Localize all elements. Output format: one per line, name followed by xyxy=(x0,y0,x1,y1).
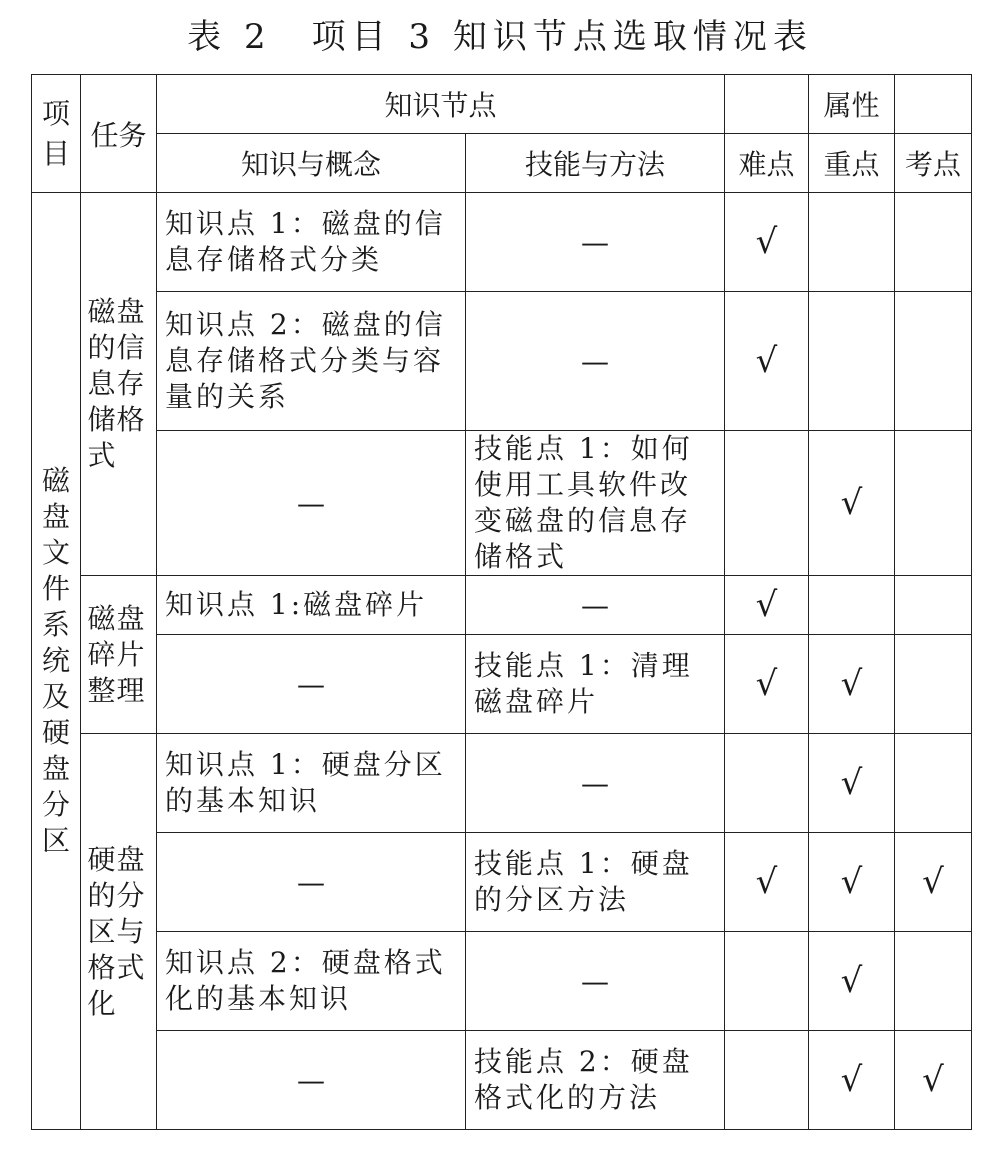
skill-cell: — xyxy=(466,932,725,1031)
concept-cell: 知识点 1：磁盘的信息存储格式分类 xyxy=(157,193,466,292)
skill-cell: 技能点 1：如何使用工具软件改变磁盘的信息存储格式 xyxy=(466,431,725,576)
header-empty-cell xyxy=(895,75,972,134)
concept-cell: — xyxy=(157,635,466,734)
key-cell xyxy=(809,292,895,431)
exam-cell xyxy=(895,431,972,576)
table-row xyxy=(32,292,972,431)
concept-cell: — xyxy=(157,833,466,932)
key-cell: √ xyxy=(809,431,895,576)
skill-cell: — xyxy=(466,576,725,635)
header-key: 重点 xyxy=(809,134,895,193)
header-attribute: 属性 xyxy=(809,75,895,134)
exam-cell xyxy=(895,292,972,431)
table-row xyxy=(32,431,972,576)
key-cell: √ xyxy=(809,635,895,734)
table-title: 表 2 项目 3 知识节点选取情况表 xyxy=(187,17,813,57)
header-concept: 知识与概念 xyxy=(157,134,466,193)
header-task: 任务 xyxy=(81,75,157,193)
table-row xyxy=(32,576,972,635)
exam-cell xyxy=(895,635,972,734)
concept-cell: 知识点 2：硬盘格式化的基本知识 xyxy=(157,932,466,1031)
skill-cell: 技能点 2：硬盘格式化的方法 xyxy=(466,1031,725,1130)
key-cell: √ xyxy=(809,1031,895,1130)
concept-cell: — xyxy=(157,1031,466,1130)
difficult-cell: √ xyxy=(725,833,809,932)
header-skill: 技能与方法 xyxy=(466,134,725,193)
key-cell: √ xyxy=(809,833,895,932)
table-row xyxy=(32,635,972,734)
skill-cell: — xyxy=(466,193,725,292)
exam-cell: √ xyxy=(895,1031,972,1130)
header-knowledge-node: 知识节点 xyxy=(157,75,725,134)
difficult-cell: √ xyxy=(725,635,809,734)
difficult-cell: √ xyxy=(725,576,809,635)
concept-cell: 知识点 2：磁盘的信息存储格式分类与容量的关系 xyxy=(157,292,466,431)
concept-cell: — xyxy=(157,431,466,576)
skill-cell: 技能点 1：硬盘的分区方法 xyxy=(466,833,725,932)
table-row xyxy=(32,1031,972,1130)
exam-cell xyxy=(895,734,972,833)
skill-cell: — xyxy=(466,292,725,431)
difficult-cell xyxy=(725,932,809,1031)
header-project: 项目 xyxy=(32,75,81,193)
exam-cell xyxy=(895,576,972,635)
difficult-cell xyxy=(725,1031,809,1130)
project-cell: 磁盘文件系统及硬盘分区 xyxy=(32,193,81,1130)
concept-cell: 知识点 1:磁盘碎片 xyxy=(157,576,466,635)
table-row xyxy=(32,193,972,292)
table-row xyxy=(32,734,972,833)
key-cell xyxy=(809,576,895,635)
difficult-cell xyxy=(725,734,809,833)
exam-cell xyxy=(895,193,972,292)
table-row xyxy=(32,932,972,1031)
concept-cell: 知识点 1：硬盘分区的基本知识 xyxy=(157,734,466,833)
skill-cell: — xyxy=(466,734,725,833)
exam-cell xyxy=(895,932,972,1031)
key-cell: √ xyxy=(809,734,895,833)
table-row xyxy=(32,833,972,932)
task-cell: 硬盘的分区与格式化 xyxy=(81,734,157,1130)
skill-cell: 技能点 1：清理磁盘碎片 xyxy=(466,635,725,734)
difficult-cell: √ xyxy=(725,292,809,431)
difficult-cell xyxy=(725,431,809,576)
knowledge-node-table xyxy=(31,74,972,1130)
key-cell: √ xyxy=(809,932,895,1031)
task-cell: 磁盘碎片整理 xyxy=(81,576,157,734)
task-cell: 磁盘的信息存储格式 xyxy=(81,193,157,576)
header-empty-cell xyxy=(725,75,809,134)
header-difficult: 难点 xyxy=(725,134,809,193)
exam-cell: √ xyxy=(895,833,972,932)
header-exam: 考点 xyxy=(895,134,972,193)
key-cell xyxy=(809,193,895,292)
difficult-cell: √ xyxy=(725,193,809,292)
